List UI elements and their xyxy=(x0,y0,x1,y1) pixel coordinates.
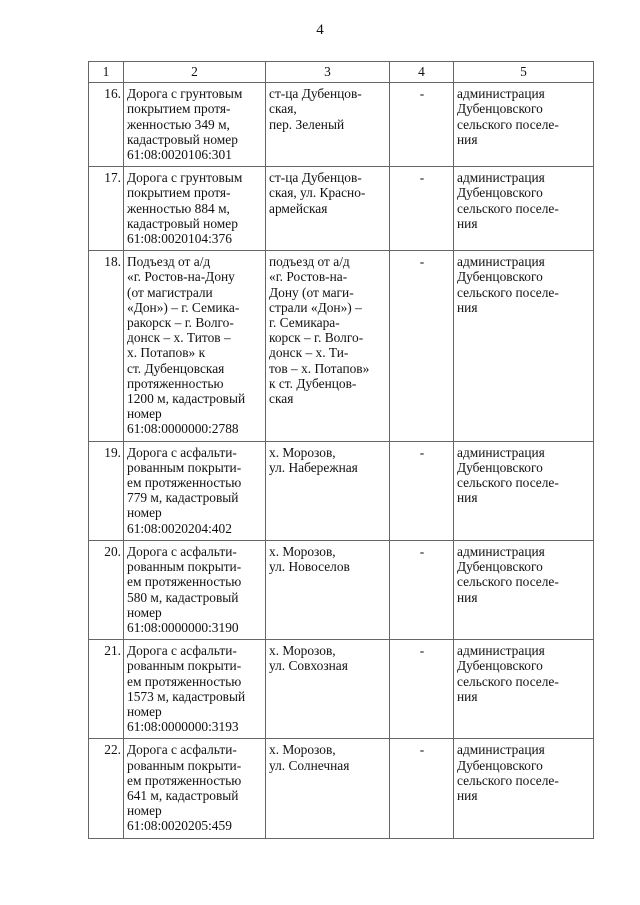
owner-name: администрация Дубенцовского сельского поселе- ния xyxy=(454,83,594,167)
column-header-3: 3 xyxy=(266,62,390,83)
row-number: 19. xyxy=(89,441,124,540)
object-address: ст-ца Дубенцов- ская, ул. Красно- армейская xyxy=(266,167,390,251)
object-description: Дорога с асфальти- рованным покрыти- ем протяженностью 580 м, кадастровый номер 61:08:0000000:3190 xyxy=(124,540,266,639)
column-4-value: - xyxy=(390,83,454,167)
page-number: 4 xyxy=(316,22,324,38)
object-description: Подъезд от а/д «г. Ростов-на-Дону (от магистрали «Дон») – г. Семика- ракорск – г. Волго- донск – х. Титов – х. Потапов» к ст. Дубенцовская протяженностью 1200 м, кадастровый номер 61:08:0000000:2788 xyxy=(124,251,266,441)
table-header xyxy=(89,62,594,83)
owner-name: администрация Дубенцовского сельского поселе- ния xyxy=(454,167,594,251)
owner-name: администрация Дубенцовского сельского поселе- ния xyxy=(454,739,594,838)
row-number: 21. xyxy=(89,640,124,739)
owner-name: администрация Дубенцовского сельского поселе- ния xyxy=(454,540,594,639)
column-4-value: - xyxy=(390,441,454,540)
table-row xyxy=(89,83,594,167)
row-number: 17. xyxy=(89,167,124,251)
table-row xyxy=(89,540,594,639)
object-address: х. Морозов, ул. Совхозная xyxy=(266,640,390,739)
table-row xyxy=(89,441,594,540)
column-header-2: 2 xyxy=(124,62,266,83)
object-address: подъезд от а/д «г. Ростов-на- Дону (от маги- страли «Дон») – г. Семикара- корск – г. Волго- донск – х. Ти- тов – х. Потапов» к ст. Дубенцов- ская xyxy=(266,251,390,441)
column-4-value: - xyxy=(390,167,454,251)
object-address: х. Морозов, ул. Солнечная xyxy=(266,739,390,838)
object-address: ст-ца Дубенцов- ская, пер. Зеленый xyxy=(266,83,390,167)
column-4-value: - xyxy=(390,739,454,838)
row-number: 18. xyxy=(89,251,124,441)
object-address: х. Морозов, ул. Новоселов xyxy=(266,540,390,639)
object-description: Дорога с грунтовым покрытием протя- женностью 884 м, кадастровый номер 61:08:0020104:376 xyxy=(124,167,266,251)
object-description: Дорога с асфальти- рованным покрыти- ем протяженностью 641 м, кадастровый номер 61:08:0020205:459 xyxy=(124,739,266,838)
road-register-table xyxy=(88,61,594,839)
owner-name: администрация Дубенцовского сельского поселе- ния xyxy=(454,441,594,540)
column-header-5: 5 xyxy=(454,62,594,83)
object-description: Дорога с асфальти- рованным покрыти- ем протяженностью 1573 м, кадастровый номер 61:08:0000000:3193 xyxy=(124,640,266,739)
table-row xyxy=(89,640,594,739)
row-number: 22. xyxy=(89,739,124,838)
column-header-1: 1 xyxy=(89,62,124,83)
table-body xyxy=(89,83,594,838)
row-number: 20. xyxy=(89,540,124,639)
row-number: 16. xyxy=(89,83,124,167)
object-address: х. Морозов, ул. Набережная xyxy=(266,441,390,540)
owner-name: администрация Дубенцовского сельского поселе- ния xyxy=(454,640,594,739)
table-row xyxy=(89,739,594,838)
column-4-value: - xyxy=(390,640,454,739)
owner-name: администрация Дубенцовского сельского поселе- ния xyxy=(454,251,594,441)
table-row xyxy=(89,251,594,441)
object-description: Дорога с асфальти- рованным покрыти- ем протяженностью 779 м, кадастровый номер 61:08:0020204:402 xyxy=(124,441,266,540)
column-4-value: - xyxy=(390,251,454,441)
table-row xyxy=(89,167,594,251)
object-description: Дорога с грунтовым покрытием протя- женностью 349 м, кадастровый номер 61:08:0020106:301 xyxy=(124,83,266,167)
column-header-4: 4 xyxy=(390,62,454,83)
column-4-value: - xyxy=(390,540,454,639)
header-row xyxy=(89,62,594,83)
